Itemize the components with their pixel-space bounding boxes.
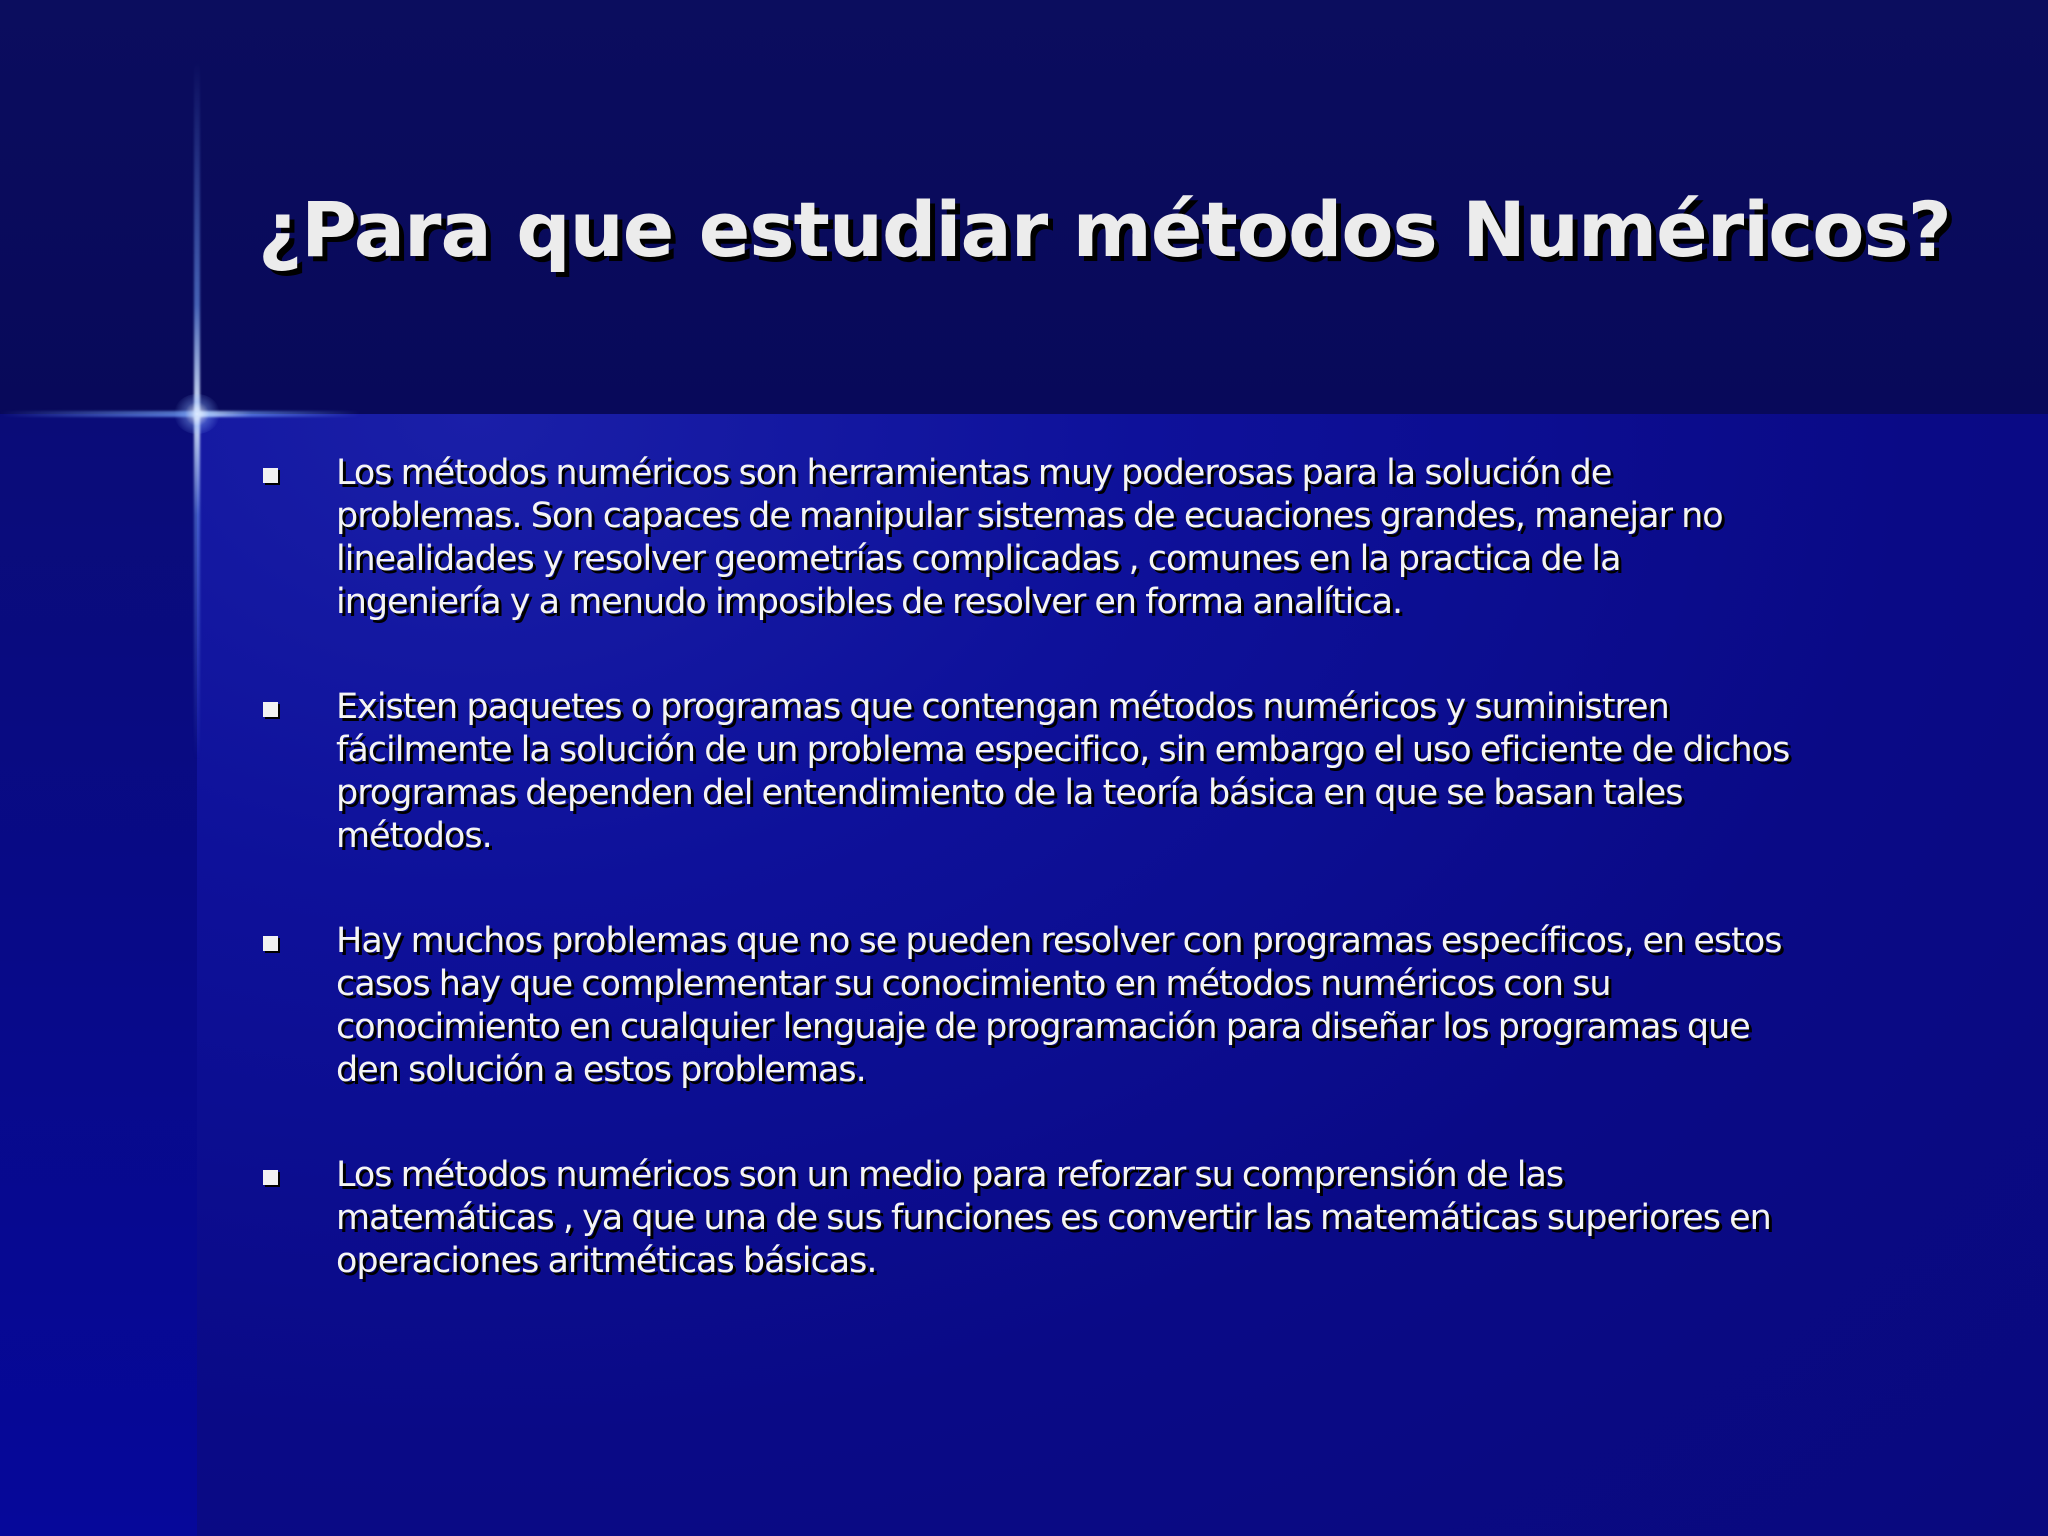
light-flare-glow (174, 394, 220, 434)
square-bullet-icon (263, 702, 278, 717)
bullet-text: Existen paquetes o programas que contengan métodos numéricos y suministren fácilmente la solución de un problema especifico, sin embargo el uso eficiente de dichos programas dependen del entendimiento de la teoría básica en que se basan tales métodos. (336, 687, 1790, 856)
bullet-item (260, 1154, 1900, 1283)
bullet-item (260, 452, 1900, 624)
square-bullet-icon (263, 936, 278, 951)
bullet-text: Los métodos numéricos son herramientas muy poderosas para la solución de problemas. Son capaces de manipular sistemas de ecuaciones grandes, manejar no linealidades y resolver geometrías complicadas , comunes en la practica de la ingeniería y a menudo imposibles de resolver en forma analítica. (336, 453, 1723, 622)
bullet-list (260, 452, 1900, 1345)
bullet-item (260, 686, 1900, 858)
bullet-item (260, 920, 1900, 1092)
bullet-text: Los métodos numéricos son un medio para reforzar su comprensión de las matemáticas , ya que una de sus funciones es convertir las matemáticas superiores en operaciones aritméticas básicas. (336, 1155, 1771, 1281)
slide-title: ¿Para que estudiar métodos Numéricos? (258, 185, 1951, 274)
left-band (0, 414, 197, 1536)
square-bullet-icon (263, 1170, 278, 1185)
bullet-text: Hay muchos problemas que no se pueden resolver con programas específicos, en estos casos hay que complementar su conocimiento en métodos numéricos con su conocimiento en cualquier lenguaje de programación para diseñar los programas que den solución a estos problemas. (336, 921, 1782, 1090)
square-bullet-icon (263, 468, 278, 483)
